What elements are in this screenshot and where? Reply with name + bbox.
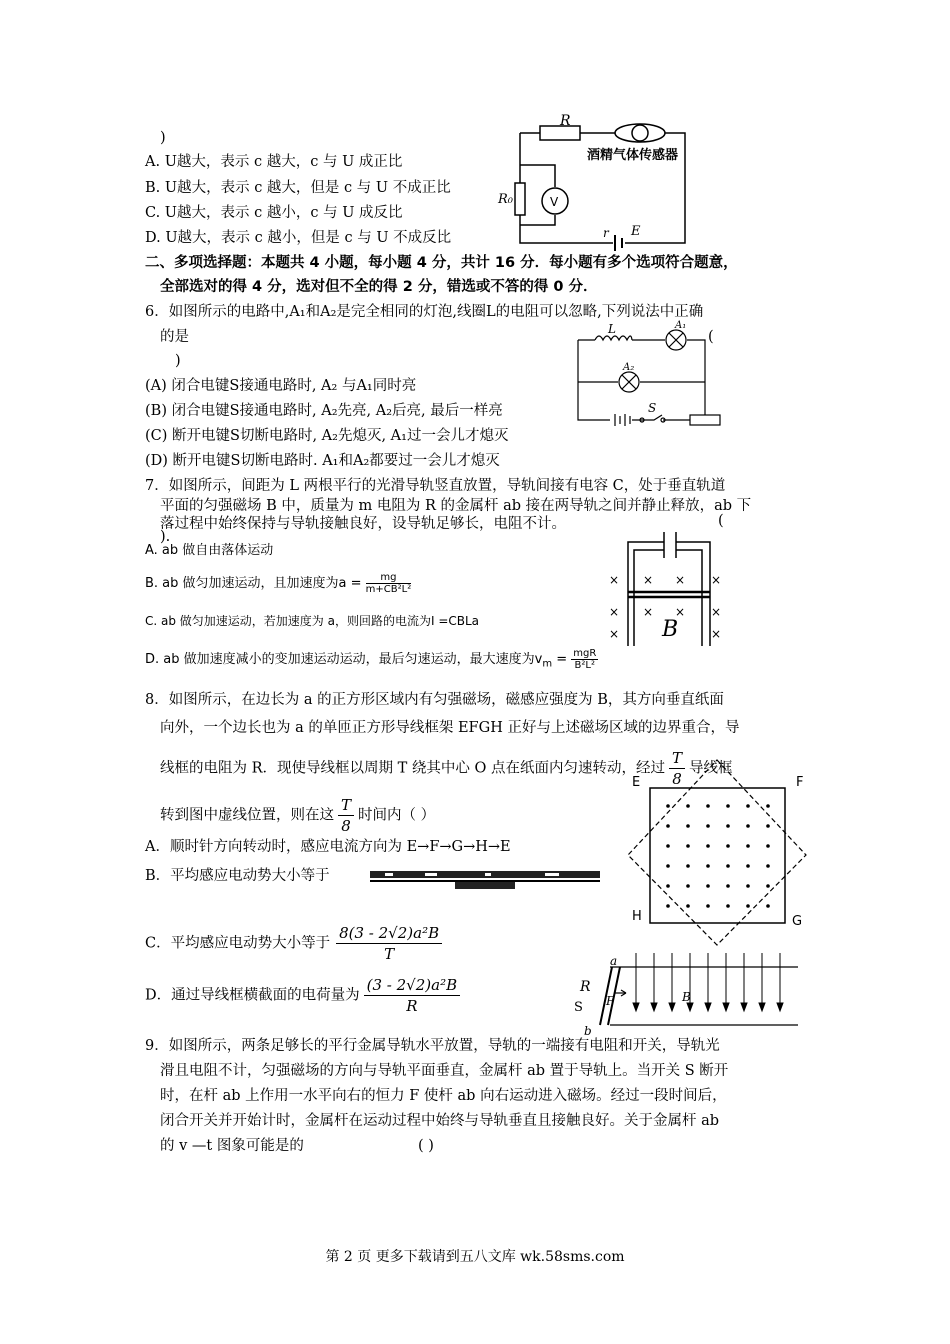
q7-option-d-text: D. ab 做加速度减小的变加速运动运动，最后匀速运动，最大速度为v — [145, 652, 543, 667]
q9-s-label: S — [574, 1000, 583, 1015]
q9-stem-5: 的 v —t 图象可能是的 — [160, 1138, 304, 1154]
q5-sensor-label: 酒精气体传感器 — [587, 148, 679, 163]
q7-option-d-num: mgR — [573, 648, 597, 659]
q7-paren-open: ( — [718, 513, 724, 529]
page-footer: 第 2 页 更多下载请到五八文库 wk.58sms.com — [325, 1249, 625, 1265]
q7-b-label: B — [662, 617, 679, 642]
q7-option-d-den: B²L² — [574, 660, 595, 671]
q8-option-d-text: D．通过导线框横截面的电荷量为 — [145, 987, 360, 1004]
q5-option-a: A. U越大，表示 c 越大，c 与 U 成正比 — [145, 154, 403, 170]
q8-stem-4a: 转到图中虚线位置，则在这 — [160, 807, 334, 824]
q7-cross: × — [710, 573, 722, 587]
q8-option-b: B．平均感应电动势大小等于 — [145, 868, 330, 884]
q7-option-b — [145, 572, 411, 595]
q7-option-c: C. ab 做匀加速运动，若加速度为 a，则回路的电流为I =CBLa — [145, 614, 480, 628]
q8-option-c-den: T — [384, 945, 395, 963]
q9-paren: ( ) — [418, 1138, 434, 1154]
q5-option-c: C. U越大，表示 c 越小，c 与 U 成反比 — [145, 205, 403, 221]
q5-circuit-figure — [495, 115, 695, 250]
q6-a1-label: A₁ — [675, 320, 687, 331]
q6-option-b: (B) 闭合电键S接通电路时, A₂先亮, A₂后亮, 最后一样亮 — [145, 403, 503, 419]
q8-option-c-num: 8(3 - 2√2)a²B — [336, 923, 442, 944]
q9-f-label: F — [606, 994, 615, 1008]
q7-cross: × — [674, 573, 686, 587]
q6-circuit-figure — [570, 320, 720, 445]
q9-r-label: R — [580, 979, 591, 995]
q8-option-d-den: R — [406, 997, 418, 1015]
section2-line1: 二、多项选择题：本题共 4 小题，每小题 4 分，共计 16 分．每小题有多个选项符合题意， — [145, 255, 738, 271]
q8-frac-num: T — [669, 748, 685, 769]
q6-option-a: (A) 闭合电键S接通电路时, A₂ 与A₁同时亮 — [145, 378, 417, 394]
q6-option-d: (D) 断开电键S切断电路时. A₁和A₂都要过一会儿才熄灭 — [145, 453, 500, 469]
q5-r0-label: R₀ — [498, 192, 513, 207]
q9-stem-1: 9．如图所示，两条足够长的平行金属导轨水平放置，导轨的一端接有电阻和开关，导轨光 — [145, 1038, 720, 1054]
q7-cross: × — [674, 605, 686, 619]
q8-option-d-num: (3 - 2√2)a²B — [364, 975, 460, 996]
section2-line2: 全部选对的得 4 分，选对但不全的得 2 分，错选或不答的得 0 分． — [160, 279, 598, 295]
q6-stem-2: 的是 — [160, 329, 189, 345]
q8-stem-1: 8．如图所示，在边长为 a 的正方形区域内有匀强磁场，磁感应强度为 B，其方向垂直纸面 — [145, 692, 724, 708]
q7-cross: × — [710, 627, 722, 641]
q7-option-d-sub: m — [542, 658, 553, 670]
q6-option-c: (C) 断开电键S切断电路时, A₂先熄灭, A₁过一会儿才熄灭 — [145, 428, 509, 444]
q9-stem-4: 闭合开关并开始计时，金属杆在运动过程中始终与导轨垂直且接触良好。关于金属杆 ab — [160, 1113, 720, 1129]
q7-cross: × — [710, 605, 722, 619]
q8-h-label: H — [632, 909, 642, 924]
q7-option-b-text: B. ab 做匀加速运动，且加速度为a = — [145, 576, 366, 591]
q8-square-figure — [620, 770, 810, 930]
q8-stem-3a: 线框的电阻为 R．现使导线框以周期 T 绕其中心 O 点在纸面内匀速转动，经过 — [160, 760, 666, 777]
q8-g-label: G — [792, 914, 803, 929]
q7-rail-figure — [600, 528, 720, 648]
q8-option-d — [145, 975, 460, 1016]
q8-stem-4 — [160, 795, 435, 836]
q5-option-d: D. U越大，表示 c 越小，但是 c 与 U 不成反比 — [145, 230, 452, 246]
q7-option-b-num: mg — [366, 572, 412, 584]
q5-rint-label: r — [603, 226, 609, 240]
q8-stem-4b: 时间内（ ） — [358, 807, 436, 824]
q8-option-b-formula-image — [365, 868, 605, 890]
q7-stem-3: 落过程中始终保持与导轨接触良好，设导轨足够长，电阻不计。 — [160, 516, 566, 532]
q6-stem-1: 6．如图所示的电路中,A₁和A₂是完全相同的灯泡,线圈L的电阻可以忽略,下列说法中正确 — [145, 304, 704, 320]
q8-frac-num: T — [338, 795, 354, 816]
q8-stem-2: 向外，一个边长也为 a 的单匝正方形导线框架 EFGH 正好与上述磁场区域的边界重合，导 — [160, 720, 740, 736]
q8-option-c — [145, 923, 442, 964]
q8-e-label: E — [632, 775, 641, 790]
q9-stem-2: 滑且电阻不计，匀强磁场的方向与导轨平面垂直，金属杆 ab 置于导轨上。当开关 S 断开 — [160, 1063, 729, 1079]
q7-option-d-eq: = — [552, 652, 572, 667]
q8-f-label: F — [796, 775, 804, 790]
q5-v-label: V — [550, 195, 559, 209]
q5-paren-close: ) — [160, 130, 166, 146]
q7-cross: × — [608, 573, 620, 587]
q6-l-label: L — [608, 322, 616, 336]
q7-option-b-den: m+CB²L² — [365, 584, 412, 595]
q6-paren-close: ) — [175, 353, 181, 369]
q8-frac-den: 8 — [672, 770, 682, 788]
q7-cross: × — [642, 605, 654, 619]
q9-rail-figure — [570, 945, 800, 1038]
q8-option-c-text: C．平均感应电动势大小等于 — [145, 935, 331, 952]
q7-option-a: A. ab 做自由落体运动 — [145, 543, 274, 558]
q7-cross: × — [608, 605, 620, 619]
q9-field-label: B — [682, 990, 691, 1004]
q9-a-label: a — [610, 954, 618, 968]
q9-stem-3: 时，在杆 ab 上作用一水平向右的恒力 F 使杆 ab 向右运动进入磁场。经过一段时间后， — [160, 1088, 727, 1104]
q8-stem-3b: 导线框 — [689, 760, 733, 777]
q9-b-label: b — [584, 1024, 592, 1038]
q7-stem-1: 7．如图所示，间距为 L 两根平行的光滑导轨竖直放置，导轨间接有电容 C，处于垂直轨道 — [145, 478, 726, 494]
q5-option-b: B. U越大，表示 c 越大，但是 c 与 U 不成正比 — [145, 180, 451, 196]
q7-cross: × — [608, 627, 620, 641]
q5-r-label: R — [560, 113, 571, 129]
q7-option-d — [145, 648, 598, 675]
q8-frac-den: 8 — [341, 817, 351, 835]
q7-cross: × — [642, 573, 654, 587]
q6-s-label: S — [648, 401, 657, 415]
q5-e-label: E — [631, 224, 641, 239]
q8-option-a: A．顺时针方向转动时，感应电流方向为 E→F→G→H→E — [145, 839, 511, 855]
q6-paren-open: ( — [708, 329, 714, 345]
q6-a2-label: A₂ — [623, 362, 635, 373]
q7-paren-close: ). — [160, 529, 171, 545]
q7-stem-2: 平面的匀强磁场 B 中，质量为 m 电阻为 R 的金属杆 ab 接在两导轨之间并静止释放，ab 下 — [160, 498, 752, 514]
